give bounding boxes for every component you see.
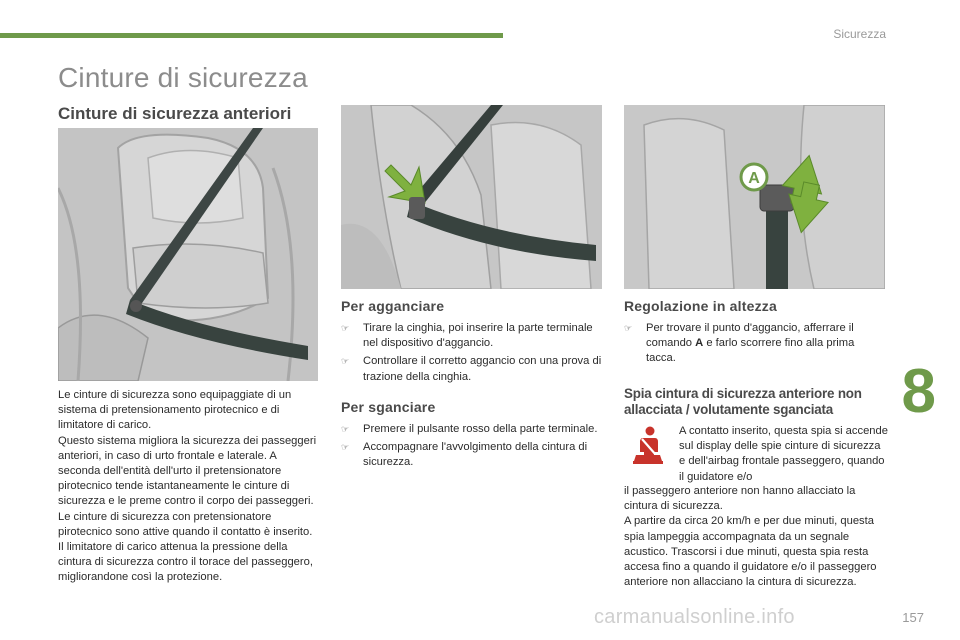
heading-sganciare: Per sganciare [341, 399, 436, 415]
spia-paragraph: il passeggero anteriore non hanno allacciato la cintura di sicurezza. [624, 485, 856, 513]
header-accent-bar [0, 33, 503, 38]
pointing-hand-icon: ☞ [624, 323, 633, 333]
seat-belt-photo [58, 128, 318, 381]
pointing-hand-icon: ☞ [341, 442, 350, 453]
agganciare-steps [341, 321, 603, 388]
intro-paragraph: Le cinture di sicurezza sono equipaggiate di un sistema di pretensionamento pirotecnico e di limitatore di carico. [58, 389, 292, 432]
list-item [341, 354, 603, 384]
heading-spia: Spia cintura di sicurezza anteriore non allacciata / volutamente sganciata [624, 386, 862, 417]
intro-paragraph: Le cinture di sicurezza con pretensionatore pirotecnico sono attive quando il contatto è inserito. [58, 510, 313, 538]
spia-paragraph: A partire da circa 20 km/h e per due minuti, questa spia lampeggia accompagnata da un segnale acustico. Trascorsi i due minuti, questa spia resta accesa fino a quando il guidatore e/o il passeggero anteriore non allacciano la cintura di sicurezza. [624, 515, 877, 589]
pointing-hand-icon: ☞ [341, 424, 350, 434]
intro-paragraph: Questo sistema migliora la sicurezza dei passeggeri anteriori, in caso di urto frontale e laterale. A seconda dell'entità dell'urto il pretensionatore pirotecnico tende istantaneamente le cinture di sicurezza e le preme contro il corpo dei passeggeri. [58, 434, 317, 508]
page-title: Cinture di sicurezza [58, 62, 308, 93]
spia-rest-text [624, 484, 892, 590]
height-adjust-photo [624, 105, 885, 289]
step-text: Controllare il corretto aggancio con una prova di trazione della cinghia. [363, 355, 602, 383]
heading-regolazione: Regolazione in altezza [624, 298, 777, 314]
step-text: Premere il pulsante rosso della parte terminale. [363, 423, 598, 435]
sganciare-steps [341, 422, 603, 474]
pointing-hand-icon: ☞ [341, 356, 350, 367]
buckling-photo [341, 105, 602, 289]
section-name: Sicurezza [833, 27, 886, 41]
heading-agganciare: Per agganciare [341, 298, 445, 314]
step-text-part: e farlo scorrere fino alla prima tacca. [646, 337, 855, 365]
spia-lead-text: A contatto inserito, questa spia si accende sul display delle spie cinture di sicurezza e dell'airbag frontale passeggero, quando il guidatore e/o [679, 425, 888, 483]
sub-title: Cinture di sicurezza anteriori [58, 104, 292, 123]
step-text: Accompagnare l'avvolgimento della cintura di sicurezza. [363, 441, 588, 469]
control-label-a: A [695, 337, 704, 350]
page-number: 157 [902, 610, 924, 625]
step-text-part: Per trovare il punto d'aggancio, afferrare il comando [646, 322, 854, 350]
list-item [341, 440, 603, 470]
step-text [646, 322, 854, 364]
regolazione-steps [624, 321, 886, 370]
list-item [341, 321, 603, 351]
watermark: carmanualsonline.info [594, 606, 795, 628]
photo-label-a: A [748, 170, 760, 187]
intro-text [58, 388, 320, 586]
list-item [341, 422, 603, 437]
pointing-hand-icon: ☞ [341, 323, 350, 333]
seatbelt-warning-icon [630, 425, 666, 467]
chapter-number: 8 [901, 357, 936, 426]
intro-paragraph: Il limitatore di carico attenua la pressione della cintura di sicurezza contro il torace del passeggero, migliorandone così la protezione. [58, 541, 313, 584]
list-item [624, 321, 886, 367]
step-text: Tirare la cinghia, poi inserire la parte terminale nel dispositivo d'aggancio. [363, 322, 593, 350]
